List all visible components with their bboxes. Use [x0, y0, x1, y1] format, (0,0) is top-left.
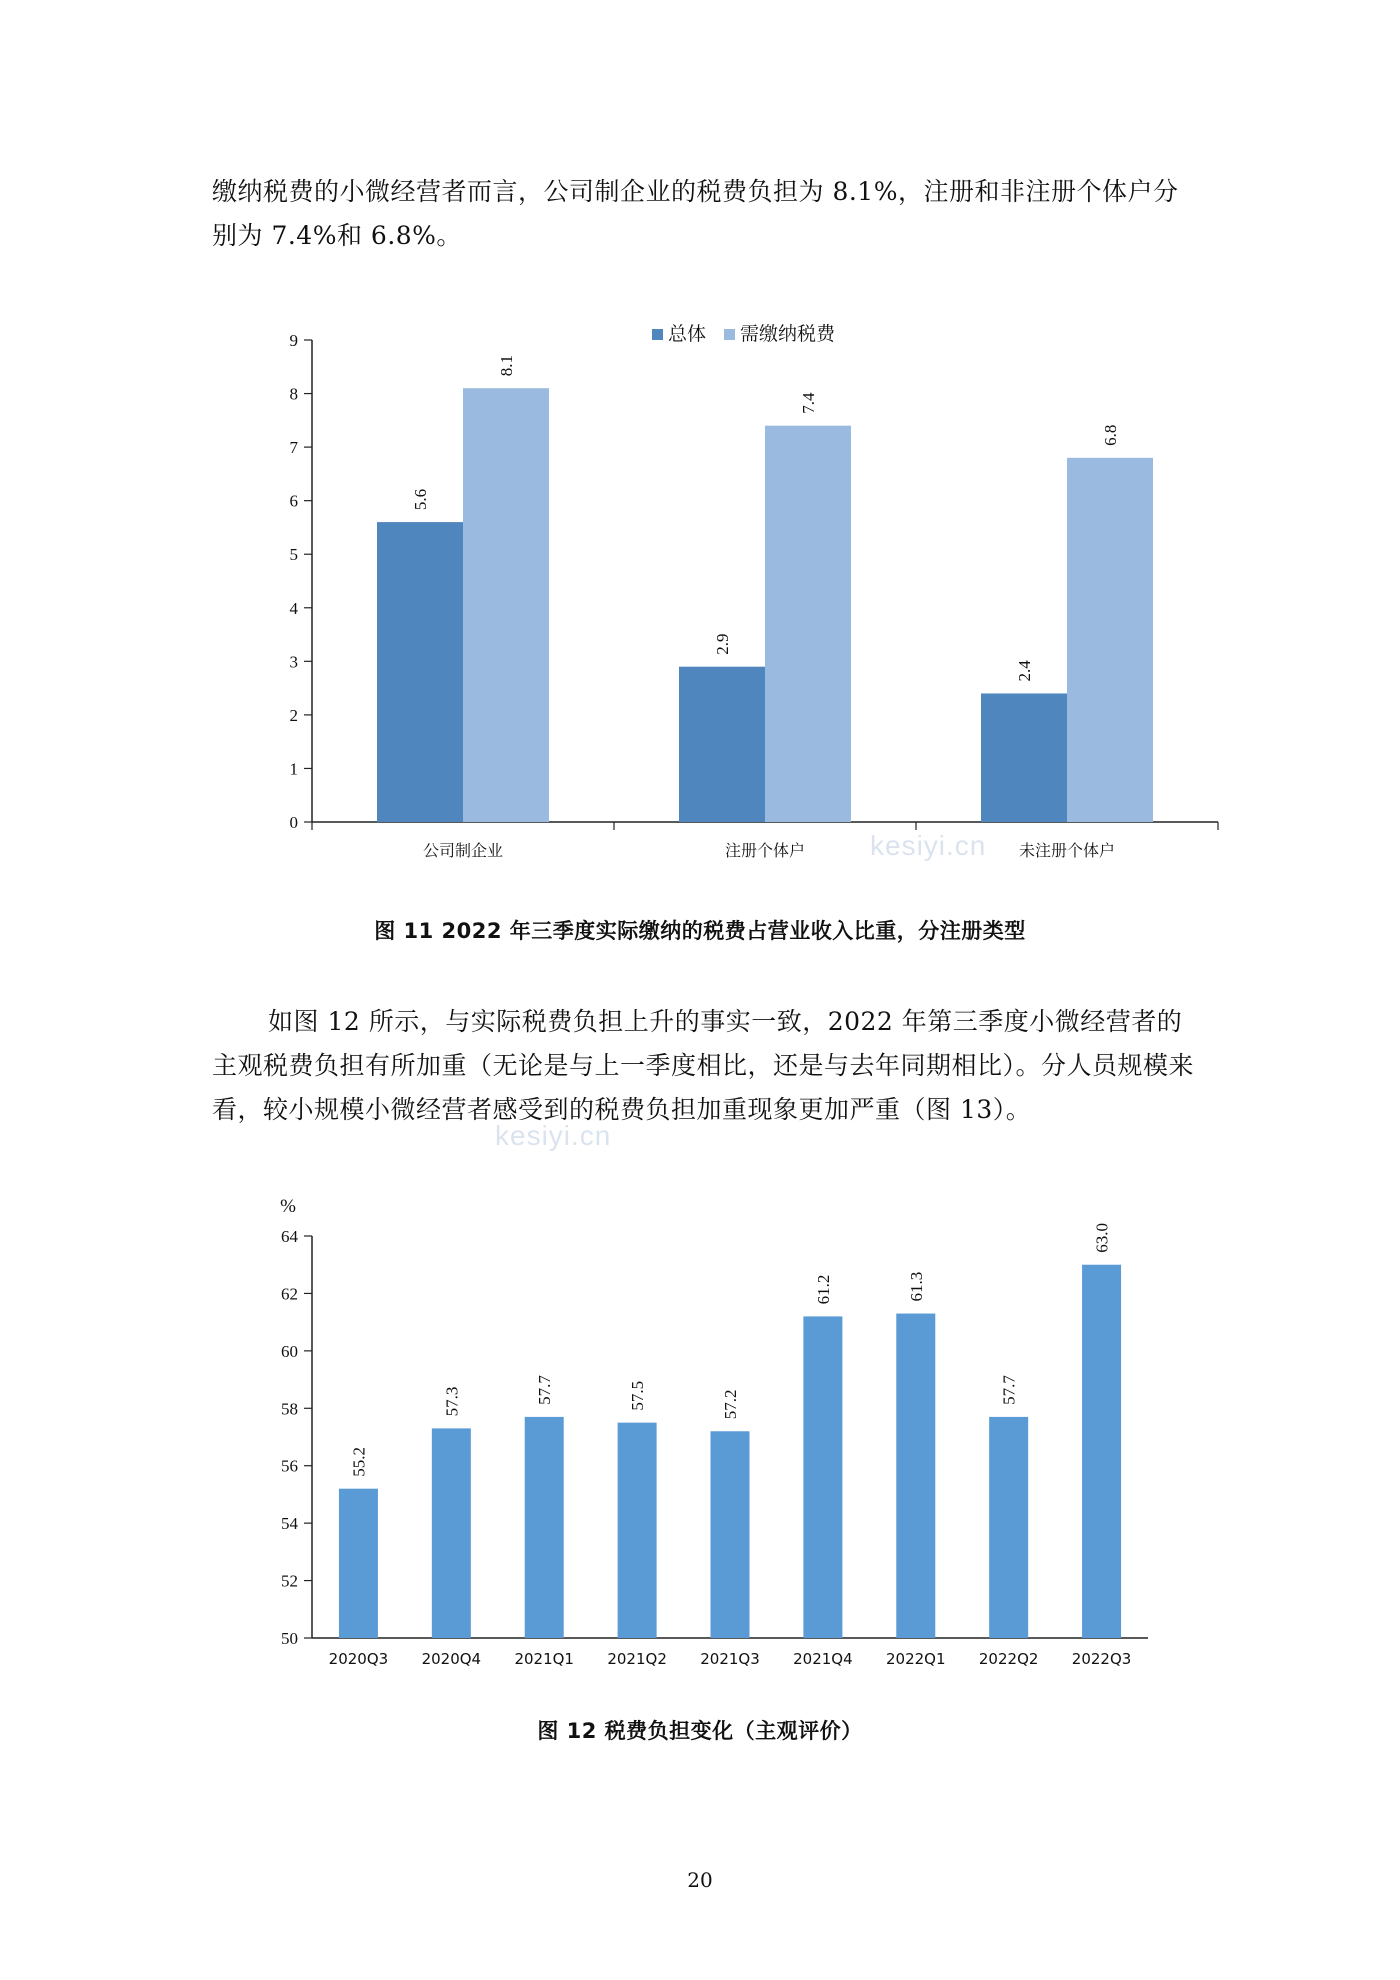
y-tick-label: 9 — [289, 331, 298, 350]
data-label: 63.0 — [1092, 1222, 1112, 1253]
x-tick-label: 2022Q2 — [978, 1650, 1039, 1668]
x-tick-label: 公司制企业 — [422, 841, 504, 860]
watermark-text: kesiyi.cn — [495, 1120, 612, 1151]
bar — [432, 1428, 471, 1638]
data-label: 57.5 — [628, 1380, 648, 1411]
data-label: 57.7 — [999, 1375, 1019, 1405]
data-label: 61.3 — [906, 1271, 926, 1302]
x-tick-label: 2021Q4 — [793, 1650, 853, 1668]
y-tick-label: 64 — [281, 1227, 298, 1246]
bar — [989, 1417, 1028, 1638]
bar — [981, 693, 1067, 822]
x-tick-label: 未注册个体户 — [1018, 841, 1116, 860]
legend-label: 需缴纳税费 — [740, 324, 836, 345]
legend-swatch — [652, 329, 663, 340]
y-tick-label: 56 — [281, 1456, 298, 1476]
bar — [1067, 458, 1153, 822]
x-tick-label: 2021Q2 — [607, 1650, 667, 1668]
data-label: 2.4 — [1015, 660, 1034, 682]
data-label: 57.2 — [721, 1389, 740, 1420]
y-tick-label: 8 — [289, 384, 298, 404]
caption-fig12: 图 12 税费负担变化（主观评价） — [537, 1719, 863, 1743]
x-tick-label: 2022Q1 — [886, 1650, 946, 1668]
legend-swatch — [724, 329, 735, 340]
bar — [711, 1431, 750, 1638]
y-tick-label: 0 — [289, 813, 298, 832]
y-tick-label: 7 — [289, 438, 298, 458]
data-label: 5.6 — [411, 488, 430, 511]
x-tick-label: 注册个体户 — [724, 841, 806, 860]
y-tick-label: 6 — [289, 491, 298, 511]
legend-label: 总体 — [668, 324, 707, 345]
bar — [618, 1423, 657, 1638]
watermark-text: kesiyi.cn — [870, 830, 987, 861]
data-label: 2.9 — [713, 633, 732, 655]
bar — [1082, 1265, 1121, 1638]
paragraph-subjective-burden: 如图 12 所示，与实际税费负担上升的事实一致，2022 年第三季度小微经营者的主观税费负担有所加重（无论是与上一季度相比，还是与去年同期相比）。分人员规模来看，较小规模小微经营者感受到的税费负担加重现象更加严重（图 13）。 — [212, 1007, 1195, 1124]
chart-fig12 — [0, 1190, 1400, 1710]
bar — [679, 667, 765, 822]
data-label: 6.8 — [1101, 424, 1120, 446]
y-tick-label: 5 — [289, 545, 298, 565]
data-label: 61.2 — [813, 1274, 833, 1305]
data-label: 57.7 — [535, 1375, 555, 1405]
y-tick-label: 4 — [289, 598, 298, 618]
y-tick-label: 50 — [281, 1629, 298, 1648]
y-tick-label: 60 — [281, 1341, 298, 1361]
data-label: 57.3 — [442, 1386, 462, 1417]
data-label: 55.2 — [349, 1446, 369, 1477]
bar — [339, 1489, 378, 1638]
bar — [525, 1417, 564, 1638]
bar — [896, 1314, 935, 1638]
x-tick-label: 2020Q3 — [328, 1650, 389, 1668]
y-tick-label: 58 — [281, 1399, 298, 1419]
y-tick-label: 2 — [289, 705, 298, 725]
bar — [463, 388, 549, 822]
x-tick-label: 2021Q1 — [514, 1650, 574, 1668]
x-tick-label: 2020Q4 — [421, 1650, 482, 1668]
x-tick-label: 2022Q3 — [1071, 1650, 1132, 1668]
bar — [377, 522, 463, 822]
bar — [803, 1316, 842, 1638]
y-axis-unit: % — [280, 1196, 296, 1217]
y-tick-label: 62 — [281, 1284, 298, 1304]
paragraph-tax-burden: 缴纳税费的小微经营者而言，公司制企业的税费负担为 8.1%，注册和非注册个体户分别为 7.4%和 6.8%。 — [212, 177, 1179, 250]
page-number: 20 — [687, 1868, 713, 1892]
caption-fig11: 图 11 2022 年三季度实际缴纳的税费占营业收入比重，分注册类型 — [374, 919, 1026, 943]
y-tick-label: 1 — [289, 759, 298, 779]
chart-fig11 — [0, 310, 1400, 870]
y-tick-label: 3 — [289, 652, 298, 672]
data-label: 7.4 — [799, 392, 818, 414]
bar — [765, 426, 851, 822]
data-label: 8.1 — [497, 354, 516, 377]
y-tick-label: 54 — [281, 1514, 298, 1534]
x-tick-label: 2021Q3 — [700, 1650, 760, 1668]
y-tick-label: 52 — [281, 1571, 298, 1591]
